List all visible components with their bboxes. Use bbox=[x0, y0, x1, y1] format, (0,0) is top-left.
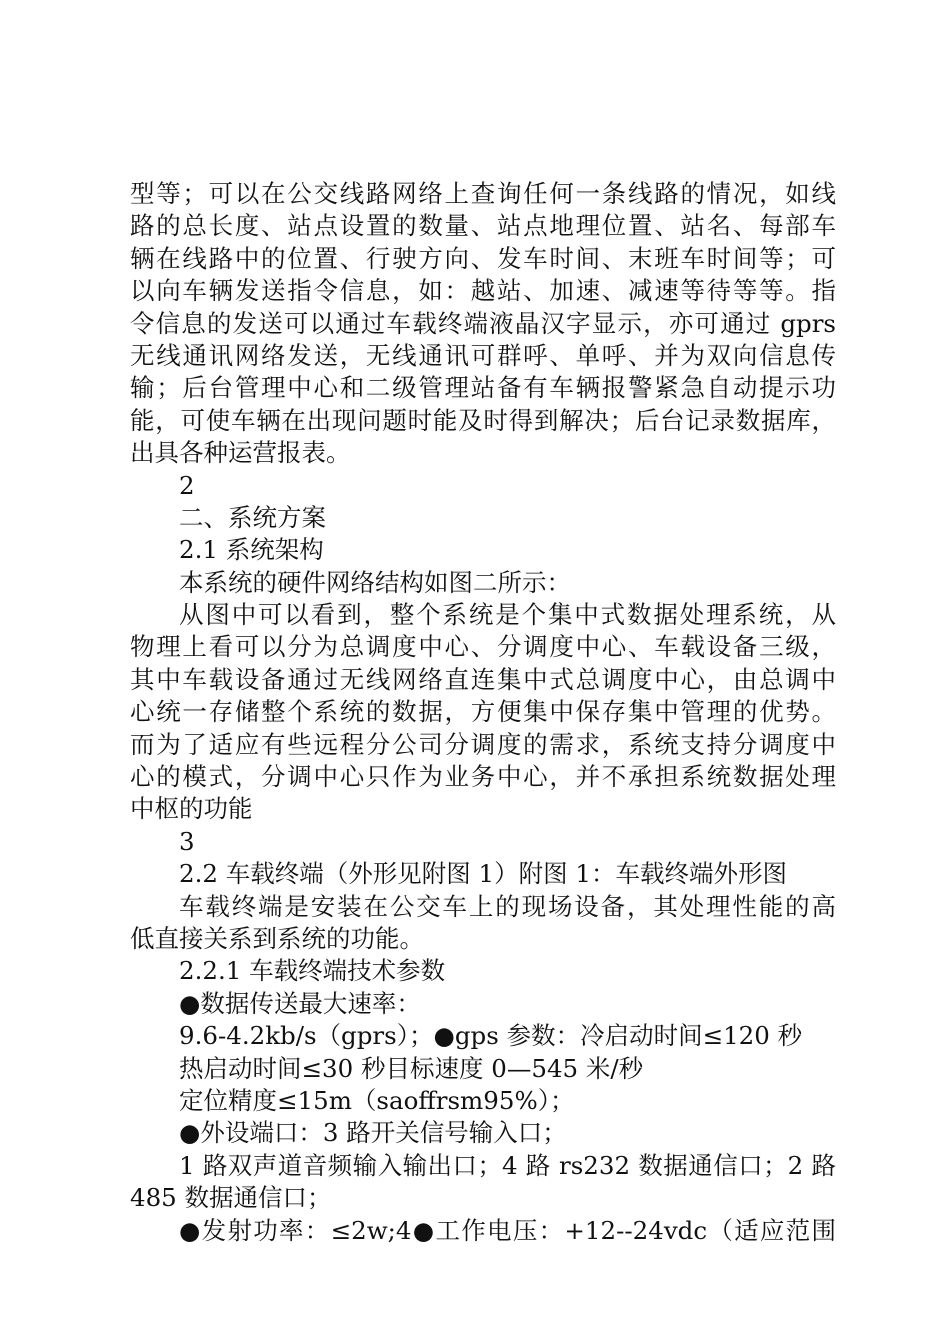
text-line: 低直接关系到系统的功能。 bbox=[130, 923, 424, 953]
text-line: 出具各种运营报表。 bbox=[130, 438, 351, 468]
text-line: 令信息的发送可以通过车载终端液晶汉字显示，亦可通过 gprs bbox=[130, 308, 836, 338]
text-line: 车载终端是安装在公交车上的现场设备，其处理性能的高 bbox=[179, 891, 836, 921]
text-line: 本系统的硬件网络结构如图二所示： bbox=[179, 567, 571, 597]
subsection-heading: 2.1 系统架构 bbox=[179, 535, 324, 565]
subsection-heading: 2.2.1 车载终端技术参数 bbox=[179, 956, 446, 986]
text-line: 能，可使车辆在出现问题时能及时得到解决；后台记录数据库， bbox=[130, 405, 836, 435]
text-line: 1 路双声道音频输入输出口；4 路 rs232 数据通信口；2 路 bbox=[179, 1150, 836, 1180]
text-line: 热启动时间≤30 秒目标速度 0—545 米/秒 bbox=[179, 1053, 644, 1083]
text-line: 以向车辆发送指令信息，如：越站、加速、减速等待等等。指 bbox=[130, 276, 836, 306]
text-line: 输；后台管理中心和二级管理站备有车辆报警紧急自动提示功 bbox=[130, 373, 836, 403]
text-line: 物理上看可以分为总调度中心、分调度中心、车载设备三级， bbox=[130, 632, 836, 662]
text-line: 辆在线路中的位置、行驶方向、发车时间、末班车时间等；可 bbox=[130, 243, 836, 273]
text-line: 路的总长度、站点设置的数量、站点地理位置、站名、每部车 bbox=[130, 211, 836, 241]
text-line: 而为了适应有些远程分公司分调度的需求，系统支持分调度中 bbox=[130, 729, 836, 759]
text-line: 从图中可以看到，整个系统是个集中式数据处理系统，从 bbox=[179, 600, 836, 630]
page-number: 2 bbox=[179, 470, 195, 500]
text-line: 9.6-4.2kb/s（gprs）；●gps 参数：冷启动时间≤120 秒 bbox=[179, 1021, 803, 1051]
page-number: 3 bbox=[179, 826, 195, 856]
list-item: ●数据传送最大速率： bbox=[179, 988, 421, 1018]
text-line: 定位精度≤15m（saoffrsm95%）； bbox=[179, 1085, 575, 1115]
text-line: 中枢的功能 bbox=[130, 794, 253, 824]
text-line: 其中车载设备通过无线网络直连集中式总调度中心，由总调中 bbox=[130, 664, 836, 694]
subsection-heading: 2.2 车载终端（外形见附图 1）附图 1：车载终端外形图 bbox=[179, 859, 787, 889]
text-line: 无线通讯网络发送，无线通讯可群呼、单呼、并为双向信息传 bbox=[130, 340, 836, 370]
text-line: 心统一存储整个系统的数据，方便集中保存集中管理的优势。 bbox=[130, 697, 836, 727]
section-heading: 二、系统方案 bbox=[179, 502, 326, 532]
text-line: 型等；可以在公交线路网络上查询任何一条线路的情况，如线 bbox=[130, 179, 836, 208]
text-line: 485 数据通信口； bbox=[130, 1183, 332, 1213]
list-item: ●发射功率：≤2w;4●工作电压：+12--24vdc（适应范围 bbox=[179, 1215, 836, 1245]
document-page bbox=[130, 178, 836, 1247]
list-item: ●外设端口：3 路开关信号输入口； bbox=[179, 1118, 567, 1148]
text-line: 心的模式，分调中心只作为业务中心，并不承担系统数据处理 bbox=[130, 762, 836, 792]
